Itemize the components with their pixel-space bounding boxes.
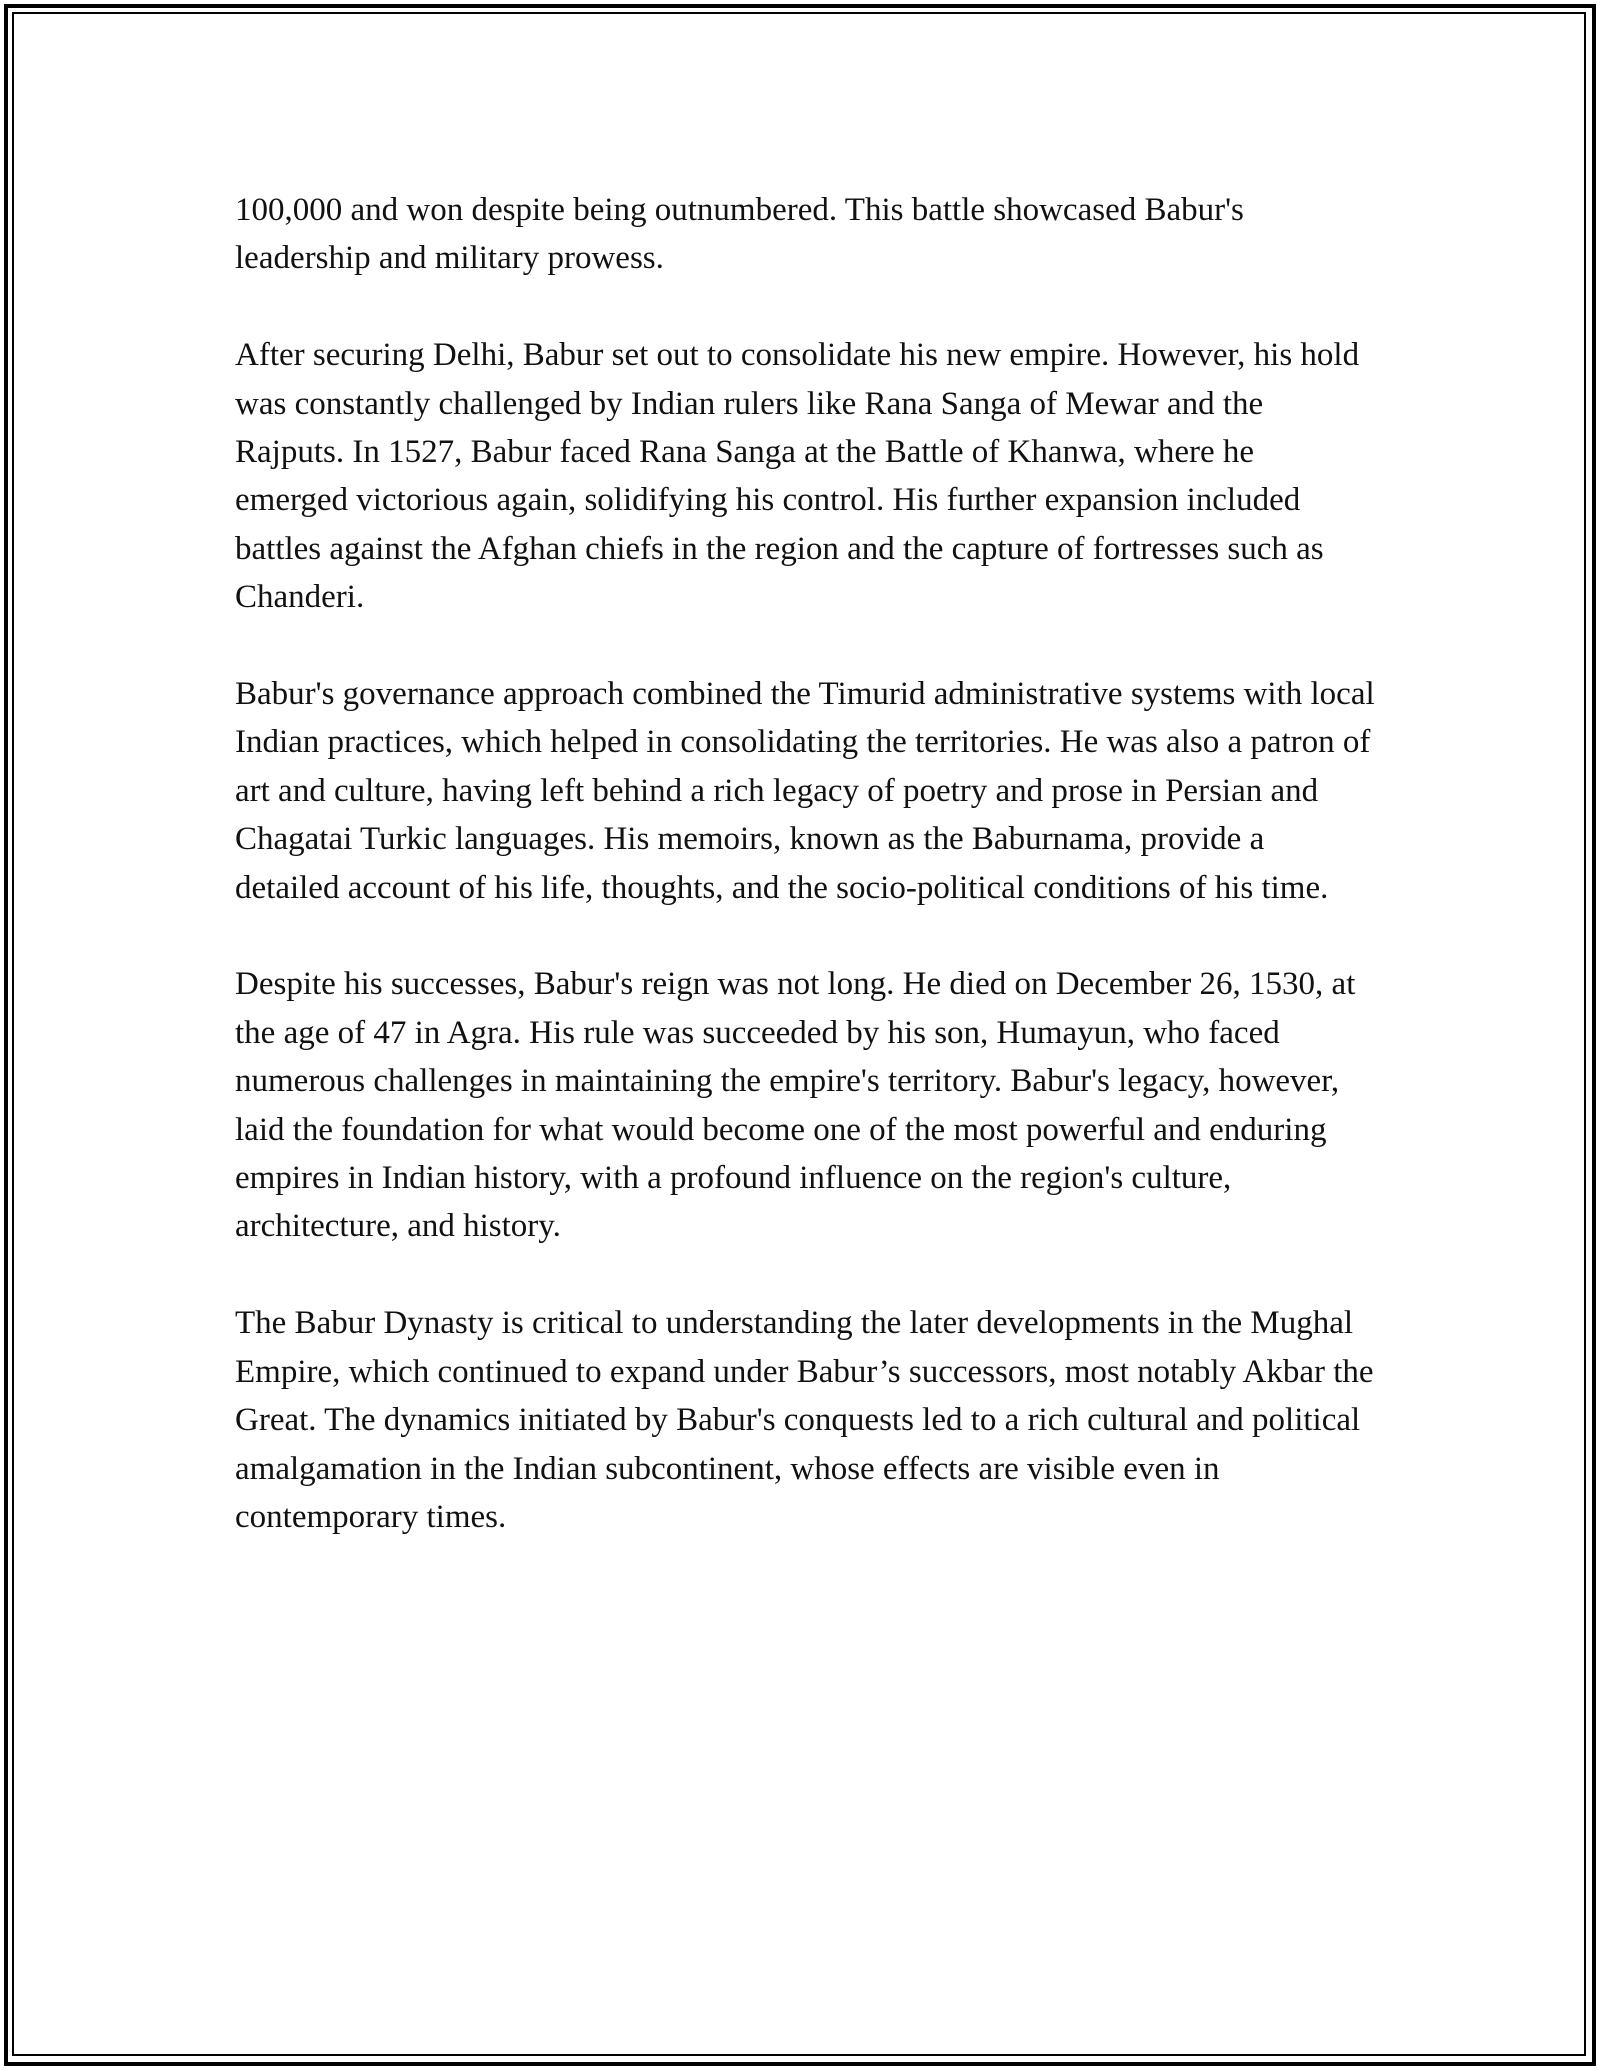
paragraph-2: After securing Delhi, Babur set out to consolidate his new empire. However, his hold was constantly challenged by Indian rulers like Rana Sanga of Mewar and the Rajputs. In 1527, Babur faced Rana Sanga at the Battle of Khanwa, where he emerged victorious again, solidifying his control. His further expansion included battles against the Afghan chiefs in the region and the capture of fortresses such as Chanderi. bbox=[235, 337, 1360, 616]
paragraph-3: Babur's governance approach combined the Timurid administrative systems with local Indian practices, which helped in consolidating the territories. He was also a patron of art and culture, having left behind a rich legacy of poetry and prose in Persian and Chagatai Turkic languages. His memoirs, known as the Baburnama, provide a detailed account of his life, thoughts, and the socio-political conditions of his time. bbox=[235, 676, 1375, 906]
document-body bbox=[235, 186, 1375, 1590]
paragraph-1: 100,000 and won despite being outnumbered. This battle showcased Babur's leadership and military prowess. bbox=[235, 192, 1244, 277]
paragraph-5: The Babur Dynasty is critical to understanding the later developments in the Mughal Empire, which continued to expand under Babur’s successors, most notably Akbar the Great. The dynamics initiated by Babur's conquests led to a rich cultural and political amalgamation in the Indian subcontinent, whose effects are visible even in contemporary times. bbox=[235, 1305, 1374, 1535]
paragraph-4: Despite his successes, Babur's reign was not long. He died on December 26, 1530, at the age of 47 in Agra. His rule was succeeded by his son, Humayun, who faced numerous challenges in maintaining the empire's territory. Babur's legacy, however, laid the foundation for what would become one of the most powerful and enduring empires in Indian history, with a profound influence on the region's culture, architecture, and history. bbox=[235, 966, 1356, 1245]
